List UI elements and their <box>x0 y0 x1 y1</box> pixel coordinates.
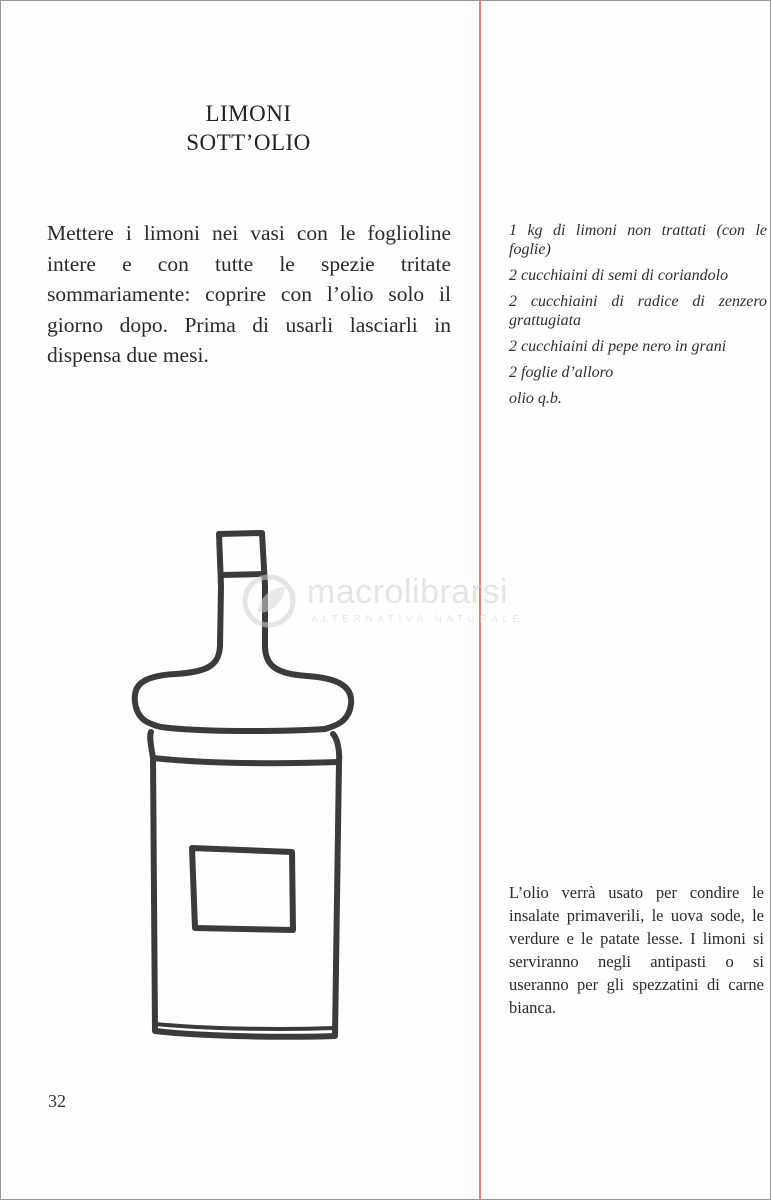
ingredient-item: olio q.b. <box>509 390 562 407</box>
ingredient-item: 1 kg di limoni non trattati (con le foglie) <box>509 222 767 258</box>
bottle-body-outline <box>150 732 339 1037</box>
page-number: 32 <box>48 1091 66 1111</box>
bottle-base-line <box>155 1024 335 1029</box>
usage-note-text: L’olio verrà usato per condire le insalate primaverili, le uova sode, le verdure e le patate lesse. I limoni si serviranno negli antipasti o si useranno per gli spezzatini di carne bianca. <box>509 883 764 1017</box>
watermark <box>239 571 539 631</box>
bottle-body-rim <box>153 758 339 763</box>
recipe-title-line-1: LIMONI <box>205 101 292 126</box>
recipe-title <box>121 99 376 157</box>
ingredient-item: 2 cucchiaini di radice di zenzero grattugiata <box>509 293 767 329</box>
bottle-neck-outline <box>219 533 351 729</box>
ingredient-item: 2 foglie d’alloro <box>509 364 614 381</box>
bottle-neck-left <box>135 534 221 727</box>
watermark-tagline: ALTERNATIVA NATURALE <box>311 614 524 625</box>
watermark-name: macrolibrarsi <box>307 573 509 611</box>
leaf-logo-icon <box>239 571 301 631</box>
ingredient-item: 2 cucchiaini di semi di coriandolo <box>509 267 729 284</box>
recipe-method-text: Mettere i limoni nei vasi con le foglioline intere e con tutte le spezie tritate sommariamente: coprire con l’olio solo il giorno dopo. Prima di usarli lasciarli in dispensa due mesi. <box>47 221 451 367</box>
bottle-shoulder-line <box>161 727 325 731</box>
recipe-title-line-2: SOTT’OLIO <box>186 130 311 155</box>
bottle-label <box>192 848 293 930</box>
ingredient-item: 2 cucchiaini di pepe nero in grani <box>509 338 727 355</box>
ingredients-list <box>509 221 767 415</box>
